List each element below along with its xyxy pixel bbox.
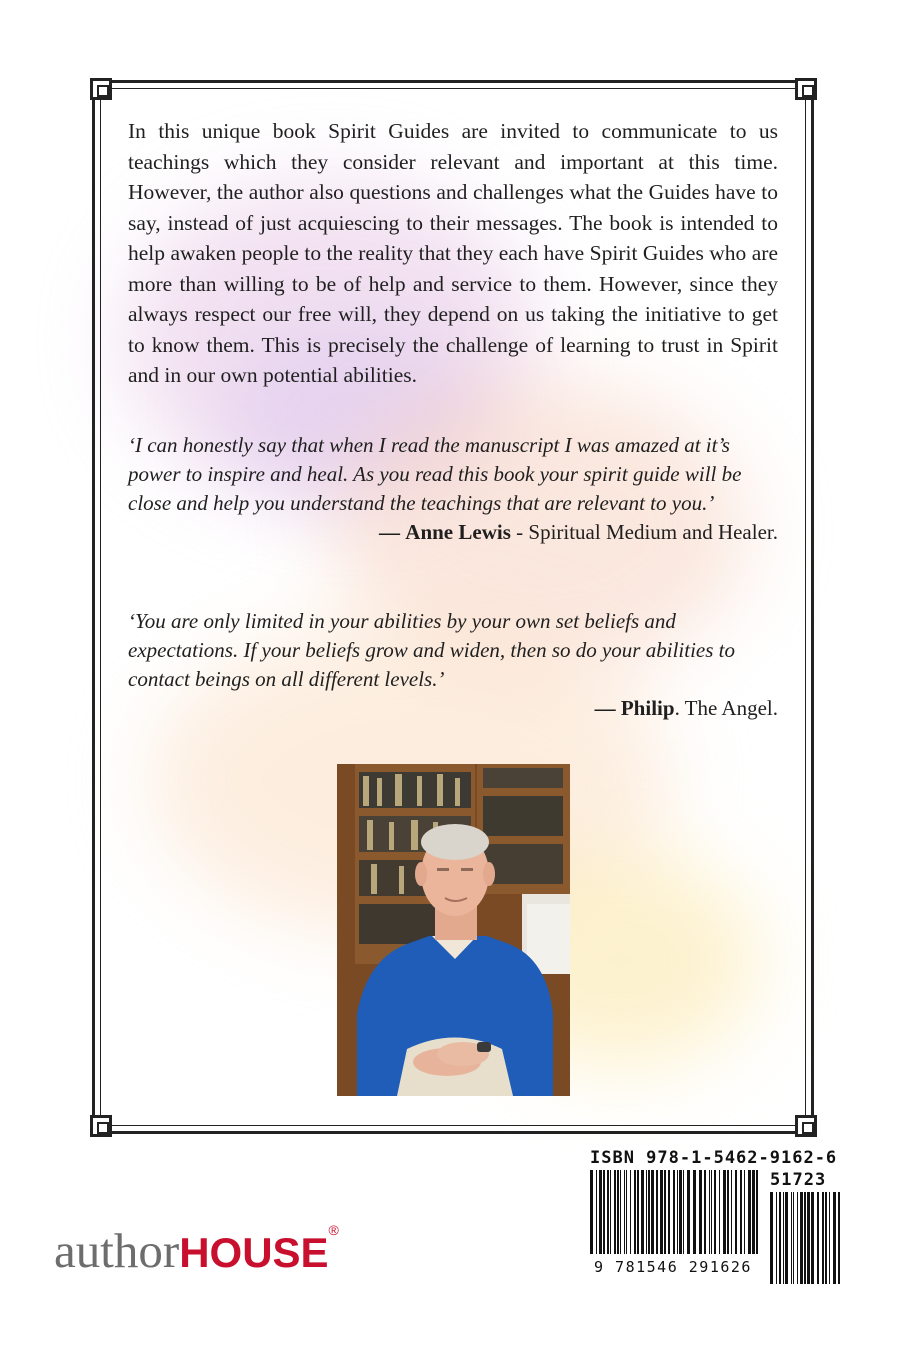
frame-corner-top-left [90,78,112,100]
barcode-bar [709,1170,710,1254]
barcode-bar [791,1192,792,1284]
barcode-bar [617,1170,619,1254]
barcode-bar [590,1170,593,1254]
barcode-bar [683,1170,684,1254]
barcode-bar [822,1192,824,1284]
barcode-bar [723,1170,726,1254]
barcode-digits: 9 781546 291626 [594,1258,752,1276]
attribution-name: Anne Lewis [405,519,511,544]
attribution-dash: — [594,695,616,720]
barcode-addon [770,1192,842,1284]
barcode-bar [776,1192,777,1284]
barcode-bar [693,1170,696,1254]
barcode-bar [838,1192,840,1284]
back-cover-content [128,116,778,723]
testimonial-attribution-2 [128,694,778,723]
barcode-bar [825,1192,827,1284]
barcode-bar [620,1170,621,1254]
isbn-addon-code: 51723 [770,1170,827,1190]
barcode-bar [641,1170,644,1254]
publisher-logo [54,1222,339,1279]
barcode-bar [748,1170,751,1254]
registered-mark: ® [328,1222,339,1238]
barcode-bar [624,1170,625,1254]
barcode-bar [714,1170,716,1254]
testimonial-quote-2: ‘You are only limited in your abilities by your own set beliefs and expectations. If your beliefs grow and widen, then so do your abilities to contact beings on all different levels.’ [128,608,735,691]
barcode-bar [735,1170,737,1254]
barcode-bar [783,1192,784,1284]
barcode-bar [610,1170,611,1254]
barcode-bar [677,1170,678,1254]
barcode-bar [740,1170,742,1254]
barcode-bar [744,1170,745,1254]
barcode-bar [634,1170,636,1254]
publisher-logo-author: author [54,1223,180,1278]
barcode-bar [651,1170,654,1254]
book-blurb: In this unique book Spirit Guides are invited to communicate to us teachings which they consider relevant and important at this time. However, the author also questions and challenges what the Guides have to say, instead of just acquiescing to their messages. The book is intended to help awaken people to the reality that they each have Spirit Guides who are more than willing to be of help and service to them. However, since they always respect our free will, they depend on us taking the initiative to get to know them. This is precisely the challenge of learning to trust in Spirit and in our own potential abilities. [128,119,778,387]
barcode-bar [679,1170,682,1254]
barcode-bar [699,1170,702,1254]
barcode-bar [646,1170,647,1254]
testimonial-attribution-1 [128,518,778,547]
barcode-main [590,1170,760,1254]
barcode-bar [829,1192,830,1284]
barcode-bar [785,1192,788,1284]
barcode-bar [668,1170,670,1254]
barcode-bar [752,1170,755,1254]
barcode-bar [596,1170,597,1254]
barcode-bar [800,1192,803,1284]
barcode-bar [673,1170,675,1254]
author-photo [337,764,570,1096]
barcode-bar [833,1192,836,1284]
barcode-bar [704,1170,706,1254]
barcode-bar [711,1170,712,1254]
barcode-bar [630,1170,631,1254]
frame-corner-bottom-right [795,1115,817,1137]
barcode-bar [727,1170,729,1254]
barcode-bar [660,1170,663,1254]
barcode-bar [626,1170,627,1254]
attribution-role: . The Angel. [674,695,778,720]
isbn-label: ISBN 978-1-5462-9162-6 [590,1148,838,1168]
barcode-bar [807,1192,810,1284]
barcode-bar [603,1170,605,1254]
barcode-bar [779,1192,781,1284]
barcode-bar [664,1170,666,1254]
barcode-bar [770,1192,773,1284]
publisher-logo-house: HOUSE [179,1229,329,1276]
barcode-bar [756,1170,758,1254]
barcode-bar [687,1170,690,1254]
barcode-bar [656,1170,658,1254]
frame-corner-top-right [795,78,817,100]
attribution-dash: — [379,519,401,544]
barcode-bar [817,1192,819,1284]
barcode-bar [811,1192,814,1284]
barcode-bar [793,1192,794,1284]
frame-corner-bottom-left [90,1115,112,1137]
barcode-bar [731,1170,732,1254]
attribution-name: Philip [620,695,675,720]
barcode-bar [599,1170,602,1254]
barcode-bar [804,1192,806,1284]
barcode-bar [797,1192,798,1284]
barcode-bar [637,1170,639,1254]
attribution-role: - Spiritual Medium and Healer. [516,519,778,544]
barcode-bar [614,1170,616,1254]
testimonial-quote-1: ‘I can honestly say that when I read the manuscript I was amazed at it’s power to inspire and heal. As you read this book your spirit guide will be close and help you understand the teachings that are relevant to you.’ [128,432,742,515]
barcode-bar [719,1170,720,1254]
barcode-bar [648,1170,650,1254]
barcode-bar [607,1170,609,1254]
